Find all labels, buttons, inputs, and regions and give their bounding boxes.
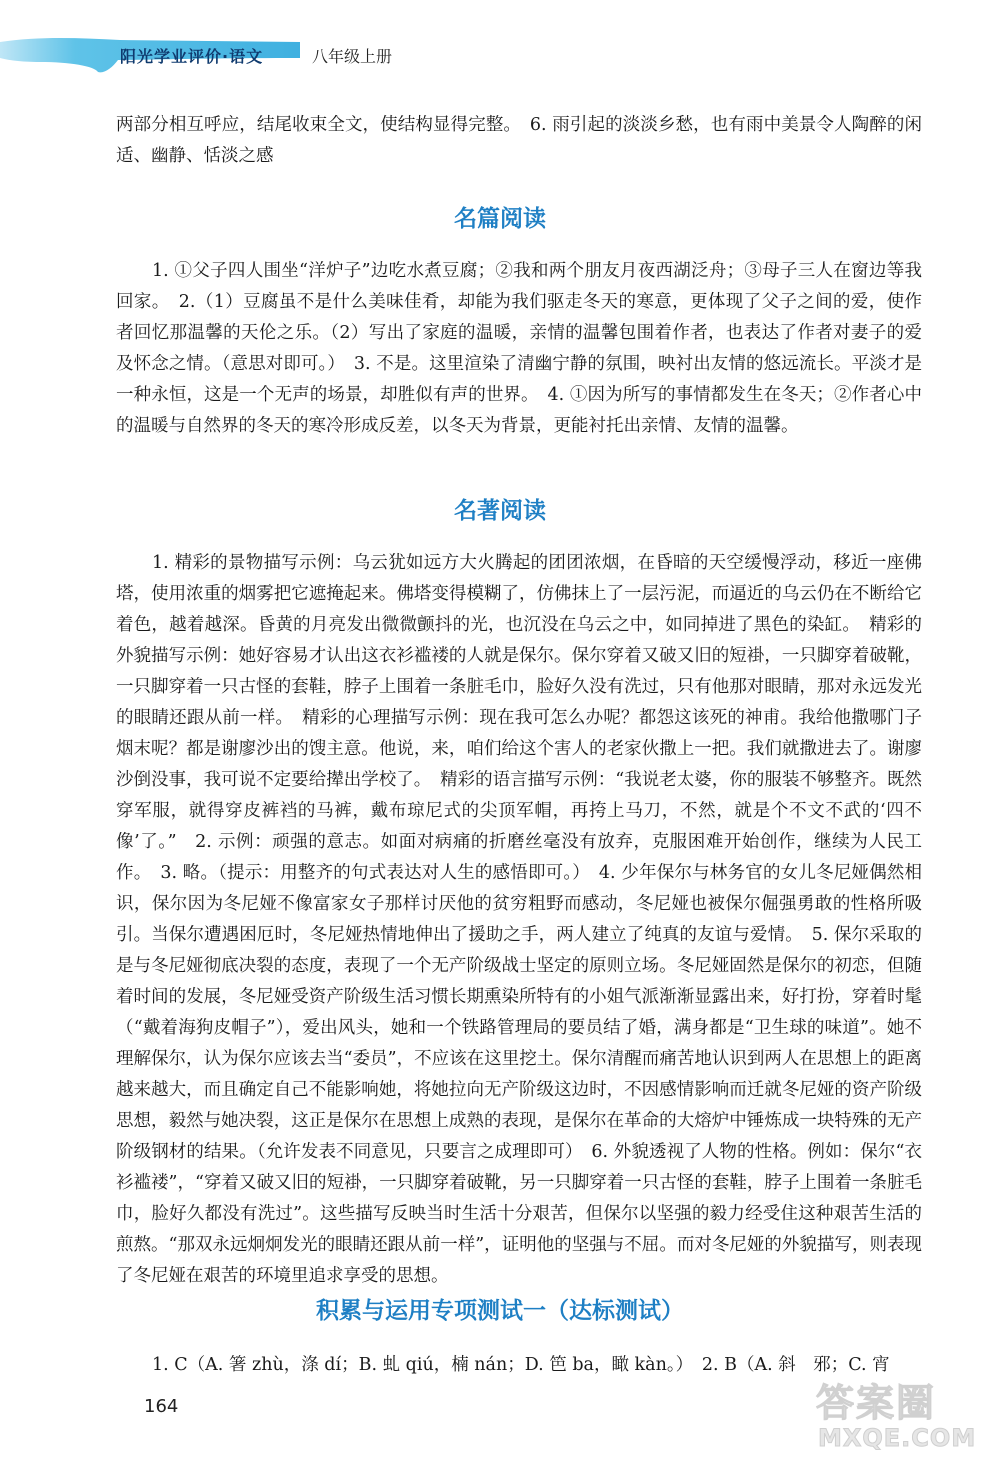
section-title-accumulation-test: 积累与运用专项测试一（达标测试） — [316, 1298, 684, 1324]
section-body-classics: 1. 精彩的景物描写示例：乌云犹如远方大火腾起的团团浓烟，在昏暗的天空缓慢浮动，移近一座佛塔，使用浓重的烟雾把它遮掩起来。佛塔变得模糊了，仿佛抹上了一层污泥，而逼近的乌云仍在不断给它着色，越着越深。昏黄的月亮发出微微颤抖的光，也沉没在乌云之中，如同掉进了黑色的染缸。 精彩的外貌描写示例：她好容易才认出这衣衫褴褛的人就是保尔。保尔穿着又破又旧的短褂，一只脚穿着破靴，一只脚穿着一只古怪的套鞋，脖子上围着一条脏毛巾，脸好久没有洗过，只有他那对眼睛，那对永远发光的眼睛还跟从前一样。 精彩的心理描写示例：现在我可怎么办呢？都怨这该死的神甫。我给他撒哪门子烟末呢？都是谢廖沙出的馊主意。他说，来，咱们给这个害人的老家伙撒上一把。我们就撒进去了。谢廖沙倒没事，我可说不定要给撵出学校了。 精彩的语言描写示例：“我说老太婆，你的服装不够整齐。既然穿军服，就得穿皮裤裆的马裤，戴布琼尼式的尖顶军帽，再挎上马刀，不然，就是个不文不武的‘四不像’了。” 2. 示例：顽强的意志。如面对病痛的折磨丝毫没有放弃，克服困难开始创作，继续为人民工作。 3. 略。（提示：用整齐的句式表达对人生的感悟即可。） 4. 少年保尔与林务官的女儿冬尼娅偶然相识，保尔因为冬尼娅不像富家女子那样讨厌他的贫穷粗野而感动，冬尼娅也被保尔倔强勇敢的性格所吸引。当保尔遭遇困厄时，冬尼娅热情地伸出了援助之手，两人建立了纯真的友谊与爱情。 5. 保尔采取的是与冬尼娅彻底决裂的态度，表现了一个无产阶级战士坚定的原则立场。冬尼娅固然是保尔的初恋，但随着时间的发展，冬尼娅受资产阶级生活习惯长期熏染所特有的小姐气派渐渐显露出来，好打扮，穿着时髦（“戴着海狗皮帽子”），爱出风头，她和一个铁路管理局的要员结了婚，满身都是“卫生球的味道”。她不理解保尔，认为保尔应该去当“委员”，不应该在这里挖土。保尔清醒而痛苦地认识到两人在思想上的距离越来越大，而且确定自己不能影响她，将她拉向无产阶级这边时，不因感情影响而迁就冬尼娅的资产阶级思想，毅然与她决裂，这正是保尔在思想上成熟的表现，是保尔在革命的大熔炉中锤炼成一块特殊的无产阶级钢材的结果。（允许发表不同意见，只要言之成理即可） 6. 外貌透视了人物的性格。例如：保尔“衣衫褴褛”，“穿着又破又旧的短褂，一只脚穿着破靴，另一只脚穿着一只古怪的套鞋，脖子上围着一条脏毛巾，脸好久都没有洗过”。这些描写反映当时生活十分艰苦，但保尔以坚强的毅力经受住这种艰苦生活的煎熬。“那双永远炯炯发光的眼睛还跟从前一样”，证明他的坚强与不屈。而对冬尼娅的外貌描写，则表现了冬尼娅在艰苦的环境里追求享受的思想。 — [116, 553, 922, 1286]
page-number: 164 — [144, 1396, 179, 1417]
section-title-famous-essays: 名篇阅读 — [454, 206, 546, 232]
watermark-bottom-text: MXQE.COM — [818, 1424, 977, 1452]
watermark-logo — [812, 1370, 992, 1460]
watermark-top-text: 答案圈 — [816, 1381, 937, 1425]
intro-paragraph: 两部分相互呼应，结尾收束全文，使结构显得完整。 6. 雨引起的淡淡乡愁，也有雨中美景令人陶醉的闲适、幽静、恬淡之感 — [116, 115, 922, 166]
section-body-famous-essays: 1. ①父子四人围坐“洋炉子”边吃水煮豆腐；②我和两个朋友月夜西湖泛舟；③母子三人在窗边等我回家。 2.（1）豆腐虽不是什么美味佳肴，却能为我们驱走冬天的寒意，更体现了父子之间的爱，使作者回忆那温馨的天伦之乐。（2）写出了家庭的温暖，亲情的温馨包围着作者，也表达了作者对妻子的爱及怀念之情。（意思对即可。） 3. 不是。这里渲染了清幽宁静的氛围，映衬出友情的悠远流长。平淡才是一种永恒，这是一个无声的场景，却胜似有声的世界。 4. ①因为所写的事情都发生在冬天；②作者心中的温暖与自然界的冬天的寒冷形成反差，以冬天为背景，更能衬托出亲情、友情的温馨。 — [116, 261, 922, 436]
section-title-classics: 名著阅读 — [454, 498, 546, 524]
header-grade: 八年级上册 — [312, 47, 393, 66]
section-body-accumulation-test: 1. C（A. 箸 zhù，涤 dí；B. 虬 qiú，楠 nán；D. 笆 ba，瞰 kàn。） 2. B（A. 斜 邪；C. 宵 — [152, 1355, 890, 1375]
header-title: 阳光学业评价·语文 — [120, 47, 264, 66]
